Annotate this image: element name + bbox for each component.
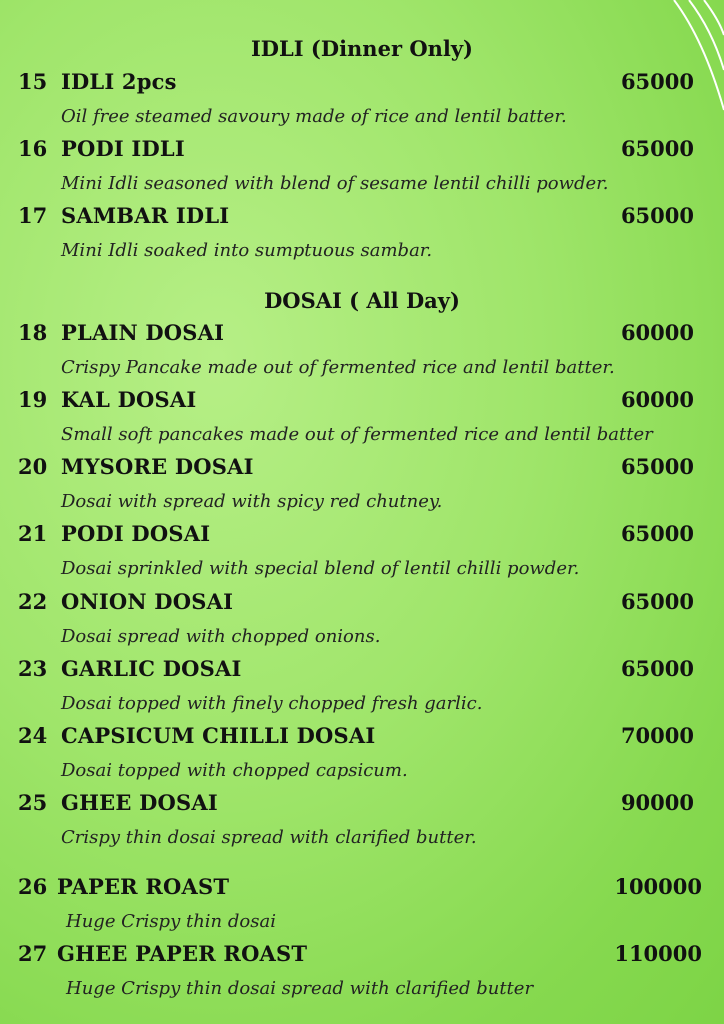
item-name: PAPER ROAST [57,874,230,899]
item-number: 24 [18,723,48,748]
section-title-dosai: DOSAI ( All Day) [264,288,460,313]
item-number: 25 [18,790,48,815]
item-number: 27 [18,941,48,966]
item-number: 19 [18,387,48,412]
item-price: 65000 [620,454,694,479]
item-price: 65000 [620,69,694,94]
item-name: PODI IDLI [61,136,185,161]
item-description: Huge Crispy thin dosai spread with clarified butter [66,978,534,999]
item-description: Oil free steamed savoury made of rice and lentil batter. [61,106,567,127]
item-number: 20 [18,454,48,479]
item-description: Crispy Pancake made out of fermented rice and lentil batter. [61,357,615,378]
item-name: GHEE DOSAI [61,790,218,815]
menu-item [0,136,724,166]
menu-item [0,454,724,484]
menu-item [0,320,724,350]
item-description: Dosai with spread with spicy red chutney. [61,491,443,512]
item-price: 60000 [620,387,694,412]
item-price: 110000 [614,941,702,966]
item-description: Small soft pancakes made out of fermented rice and lentil batter [61,424,653,445]
item-name: ONION DOSAI [61,589,234,614]
item-name: CAPSICUM CHILLI DOSAI [61,723,376,748]
item-price: 65000 [620,589,694,614]
item-name: MYSORE DOSAI [61,454,254,479]
item-number: 18 [18,320,48,345]
item-name: KAL DOSAI [61,387,197,412]
item-description: Mini Idli seasoned with blend of sesame lentil chilli powder. [61,173,609,194]
menu-item [0,387,724,417]
item-price: 65000 [620,203,694,228]
item-number: 23 [18,656,48,681]
menu-item [0,656,724,686]
menu-item [0,203,724,233]
item-name: PODI DOSAI [61,521,211,546]
menu-item [0,589,724,619]
item-number: 22 [18,589,48,614]
item-name: PLAIN DOSAI [61,320,225,345]
item-name: GARLIC DOSAI [61,656,242,681]
section-title-idli: IDLI (Dinner Only) [250,36,473,61]
item-description: Mini Idli soaked into sumptuous sambar. [61,240,433,261]
item-price: 100000 [614,874,702,899]
item-name: SAMBAR IDLI [61,203,230,228]
menu-item [0,874,724,904]
item-price: 60000 [620,320,694,345]
item-price: 70000 [620,723,694,748]
item-description: Dosai spread with chopped onions. [61,626,381,647]
item-name: IDLI 2pcs [61,69,177,94]
item-number: 21 [18,521,48,546]
menu-item [0,941,724,971]
menu-item [0,69,724,99]
item-description: Dosai sprinkled with special blend of lentil chilli powder. [61,558,580,579]
menu-item [0,790,724,820]
item-description: Crispy thin dosai spread with clarified butter. [61,827,477,848]
menu-item [0,723,724,753]
item-description: Dosai topped with chopped capsicum. [61,760,408,781]
item-name: GHEE PAPER ROAST [57,941,308,966]
item-number: 26 [18,874,48,899]
item-number: 16 [18,136,48,161]
item-price: 65000 [620,656,694,681]
menu-item [0,521,724,551]
item-price: 90000 [620,790,694,815]
item-number: 17 [18,203,48,228]
item-price: 65000 [620,136,694,161]
item-description: Dosai topped with finely chopped fresh garlic. [61,693,483,714]
item-description: Huge Crispy thin dosai [66,911,276,932]
item-number: 15 [18,69,48,94]
item-price: 65000 [620,521,694,546]
